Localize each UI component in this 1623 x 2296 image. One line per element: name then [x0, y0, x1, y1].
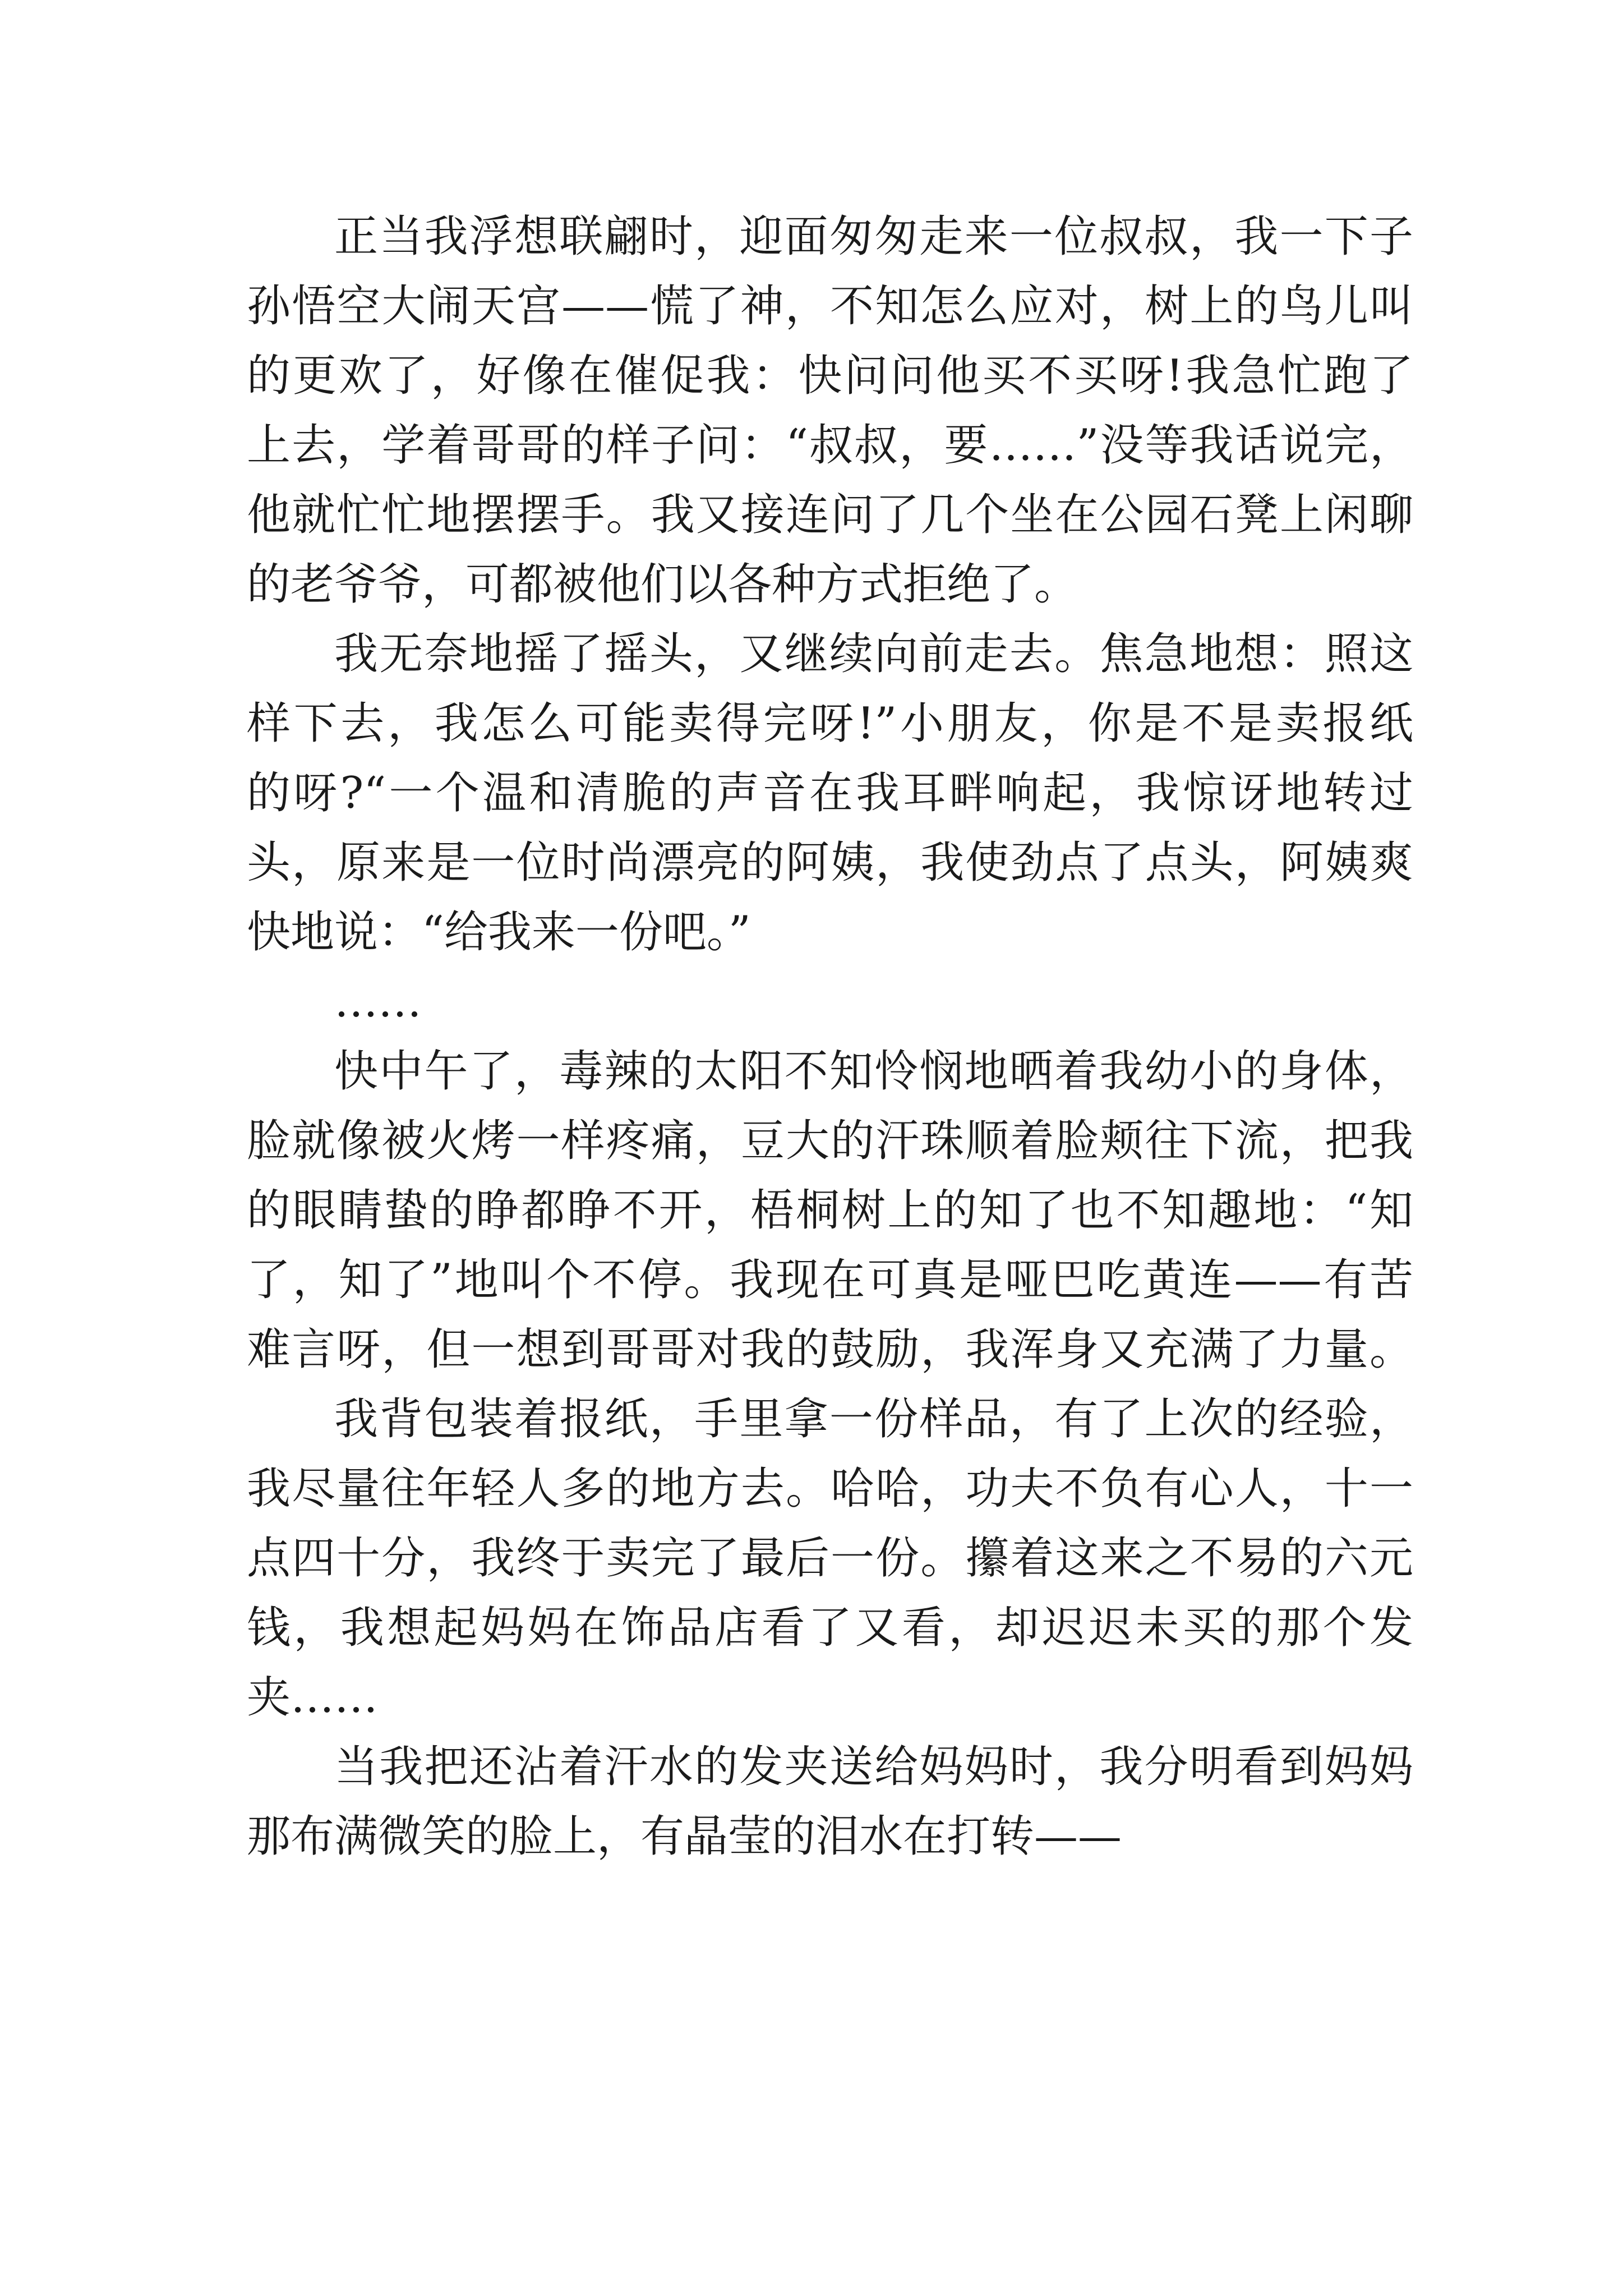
text-line: 的老爷爷，可都被他们以各种方式拒绝了。 — [247, 559, 1078, 610]
essay-body — [247, 202, 1413, 1871]
text-line: 当我把还沾着汗水的发夹送给妈妈时，我分明看到妈妈 — [334, 1742, 1413, 1792]
text-line: 他就忙忙地摆摆手。我又接连问了几个坐在公园石凳上闲聊 — [247, 490, 1413, 540]
text-line: 样下去，我怎么可能卖得完呀!”小朋友，你是不是卖报纸 — [247, 698, 1413, 749]
text-line: 快中午了，毒辣的太阳不知怜悯地晒着我幼小的身体， — [334, 1046, 1413, 1097]
text-line: 孙悟空大闹天宫——慌了神，不知怎么应对，树上的鸟儿叫 — [247, 281, 1413, 332]
text-line: 夹…… — [247, 1672, 379, 1723]
text-line: 脸就像被火烤一样疼痛，豆大的汗珠顺着脸颊往下流，把我 — [247, 1116, 1413, 1166]
text-line: 的呀?“一个温和清脆的声音在我耳畔响起，我惊讶地转过 — [247, 768, 1413, 818]
text-line: 难言呀，但一想到哥哥对我的鼓励，我浑身又充满了力量。 — [247, 1324, 1413, 1375]
text-line: 头，原来是一位时尚漂亮的阿姨，我使劲点了点头，阿姨爽 — [247, 838, 1413, 888]
text-line: 我尽量往年轻人多的地方去。哈哈，功夫不负有心人，十一 — [247, 1464, 1413, 1514]
text-line: 的眼睛蛰的睁都睁不开，梧桐树上的知了也不知趣地：“知 — [247, 1185, 1413, 1236]
text-line: 上去，学着哥哥的样子问：“叔叔，要……”没等我话说完， — [247, 420, 1413, 471]
paragraph-1 — [247, 202, 1413, 619]
text-line: 我背包装着报纸，手里拿一份样品，有了上次的经验， — [334, 1394, 1413, 1444]
paragraph-2 — [247, 619, 1413, 967]
text-line: 快地说：“给我来一份吧。” — [247, 907, 751, 958]
ellipsis-line: …… — [334, 977, 422, 1027]
text-line: 我无奈地摇了摇头，又继续向前走去。焦急地想：照这 — [334, 629, 1413, 679]
text-line: 钱，我想起妈妈在饰品店看了又看，却迟迟未买的那个发 — [247, 1603, 1413, 1653]
paragraph-3 — [247, 1037, 1413, 1384]
text-line: 正当我浮想联翩时，迎面匆匆走来一位叔叔，我一下子 — [334, 211, 1413, 262]
paragraph-4 — [247, 1384, 1413, 1732]
text-line: 了，知了”地叫个不停。我现在可真是哑巴吃黄连——有苦 — [247, 1255, 1413, 1305]
text-line: 的更欢了，好像在催促我：快问问他买不买呀!我急忙跑了 — [247, 351, 1413, 401]
text-line: 点四十分，我终于卖完了最后一份。攥着这来之不易的六元 — [247, 1533, 1413, 1584]
paragraph-5 — [247, 1732, 1413, 1871]
paragraph-ellipsis — [247, 967, 1413, 1037]
text-line: 那布满微笑的脸上，有晶莹的泪水在打转—— — [247, 1811, 1122, 1862]
